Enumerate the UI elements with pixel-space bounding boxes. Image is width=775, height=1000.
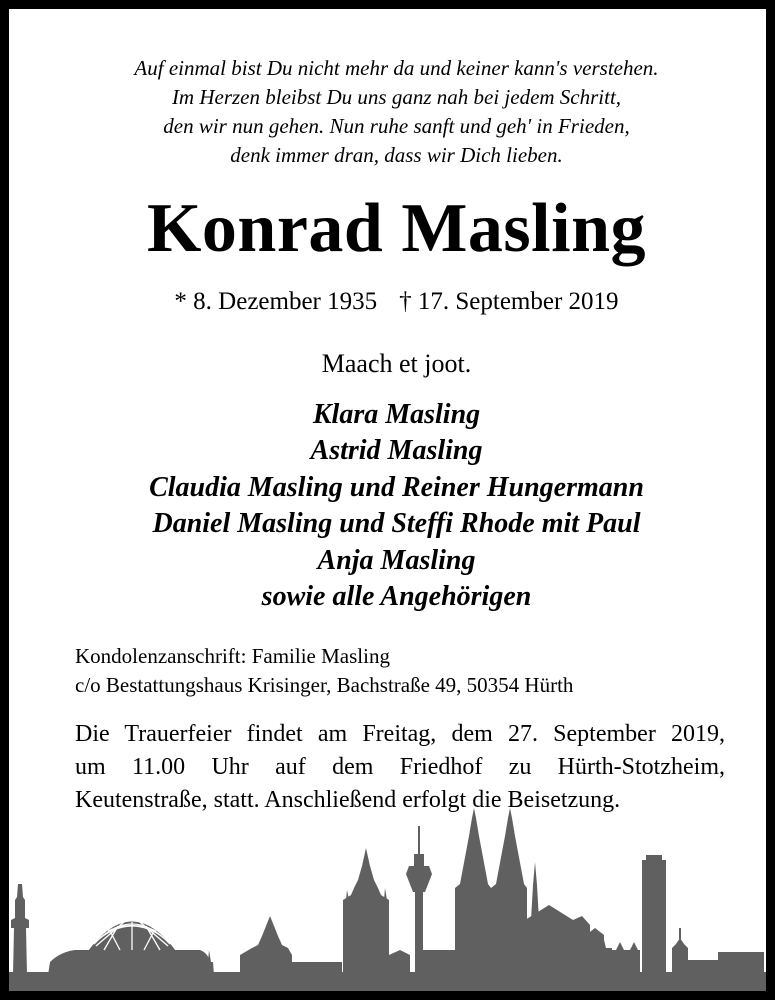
ceremony-line: um 11.00 Uhr auf dem Friedhof zu Hürth-Stotzheim, (75, 754, 725, 780)
condolence-line: c/o Bestattungshaus Krisinger, Bachstraße 49, 50354 Hürth (75, 673, 574, 697)
ceremony-line: Keutenstraße, statt. Anschließend erfolgt die Beisetzung. (75, 787, 621, 813)
poem (9, 54, 775, 170)
birth-date: * 8. Dezember 1935 (174, 288, 378, 315)
motto: Maach et joot. (321, 349, 472, 378)
life-dates (9, 286, 775, 318)
musical-dome-roof (88, 922, 176, 952)
poem-line: Im Herzen bleibst Du uns ganz nah bei jedem Schritt, (171, 85, 622, 109)
mourner: Daniel Masling und Steffi Rhode mit Paul (152, 508, 641, 540)
poem-line: denk immer dran, dass wir Dich lieben. (230, 143, 563, 167)
mourner: Astrid Masling (310, 435, 483, 467)
cologne-skyline-illustration (9, 800, 766, 991)
death-date: † 17. September 2019 (399, 288, 619, 315)
condolence-address (75, 642, 725, 700)
skyline-silhouette (9, 808, 766, 991)
deceased-name: Konrad Masling (146, 190, 647, 267)
mourner: Claudia Masling und Reiner Hungermann (149, 471, 644, 503)
poem-line: den wir nun gehen. Nun ruhe sanft und geh' in Frieden, (163, 114, 630, 138)
condolence-line: Kondolenzanschrift: Familie Masling (75, 644, 390, 668)
mourners-list (9, 397, 775, 615)
mourner: Klara Masling (312, 399, 481, 430)
mourner: Anja Masling (317, 544, 476, 576)
mourner: sowie alle Angehörigen (261, 581, 532, 613)
poem-line: Auf einmal bist Du nicht mehr da und keiner kann's verstehen. (134, 56, 659, 80)
ceremony-line: Die Trauerfeier findet am Freitag, dem 27. September 2019, (75, 721, 725, 747)
